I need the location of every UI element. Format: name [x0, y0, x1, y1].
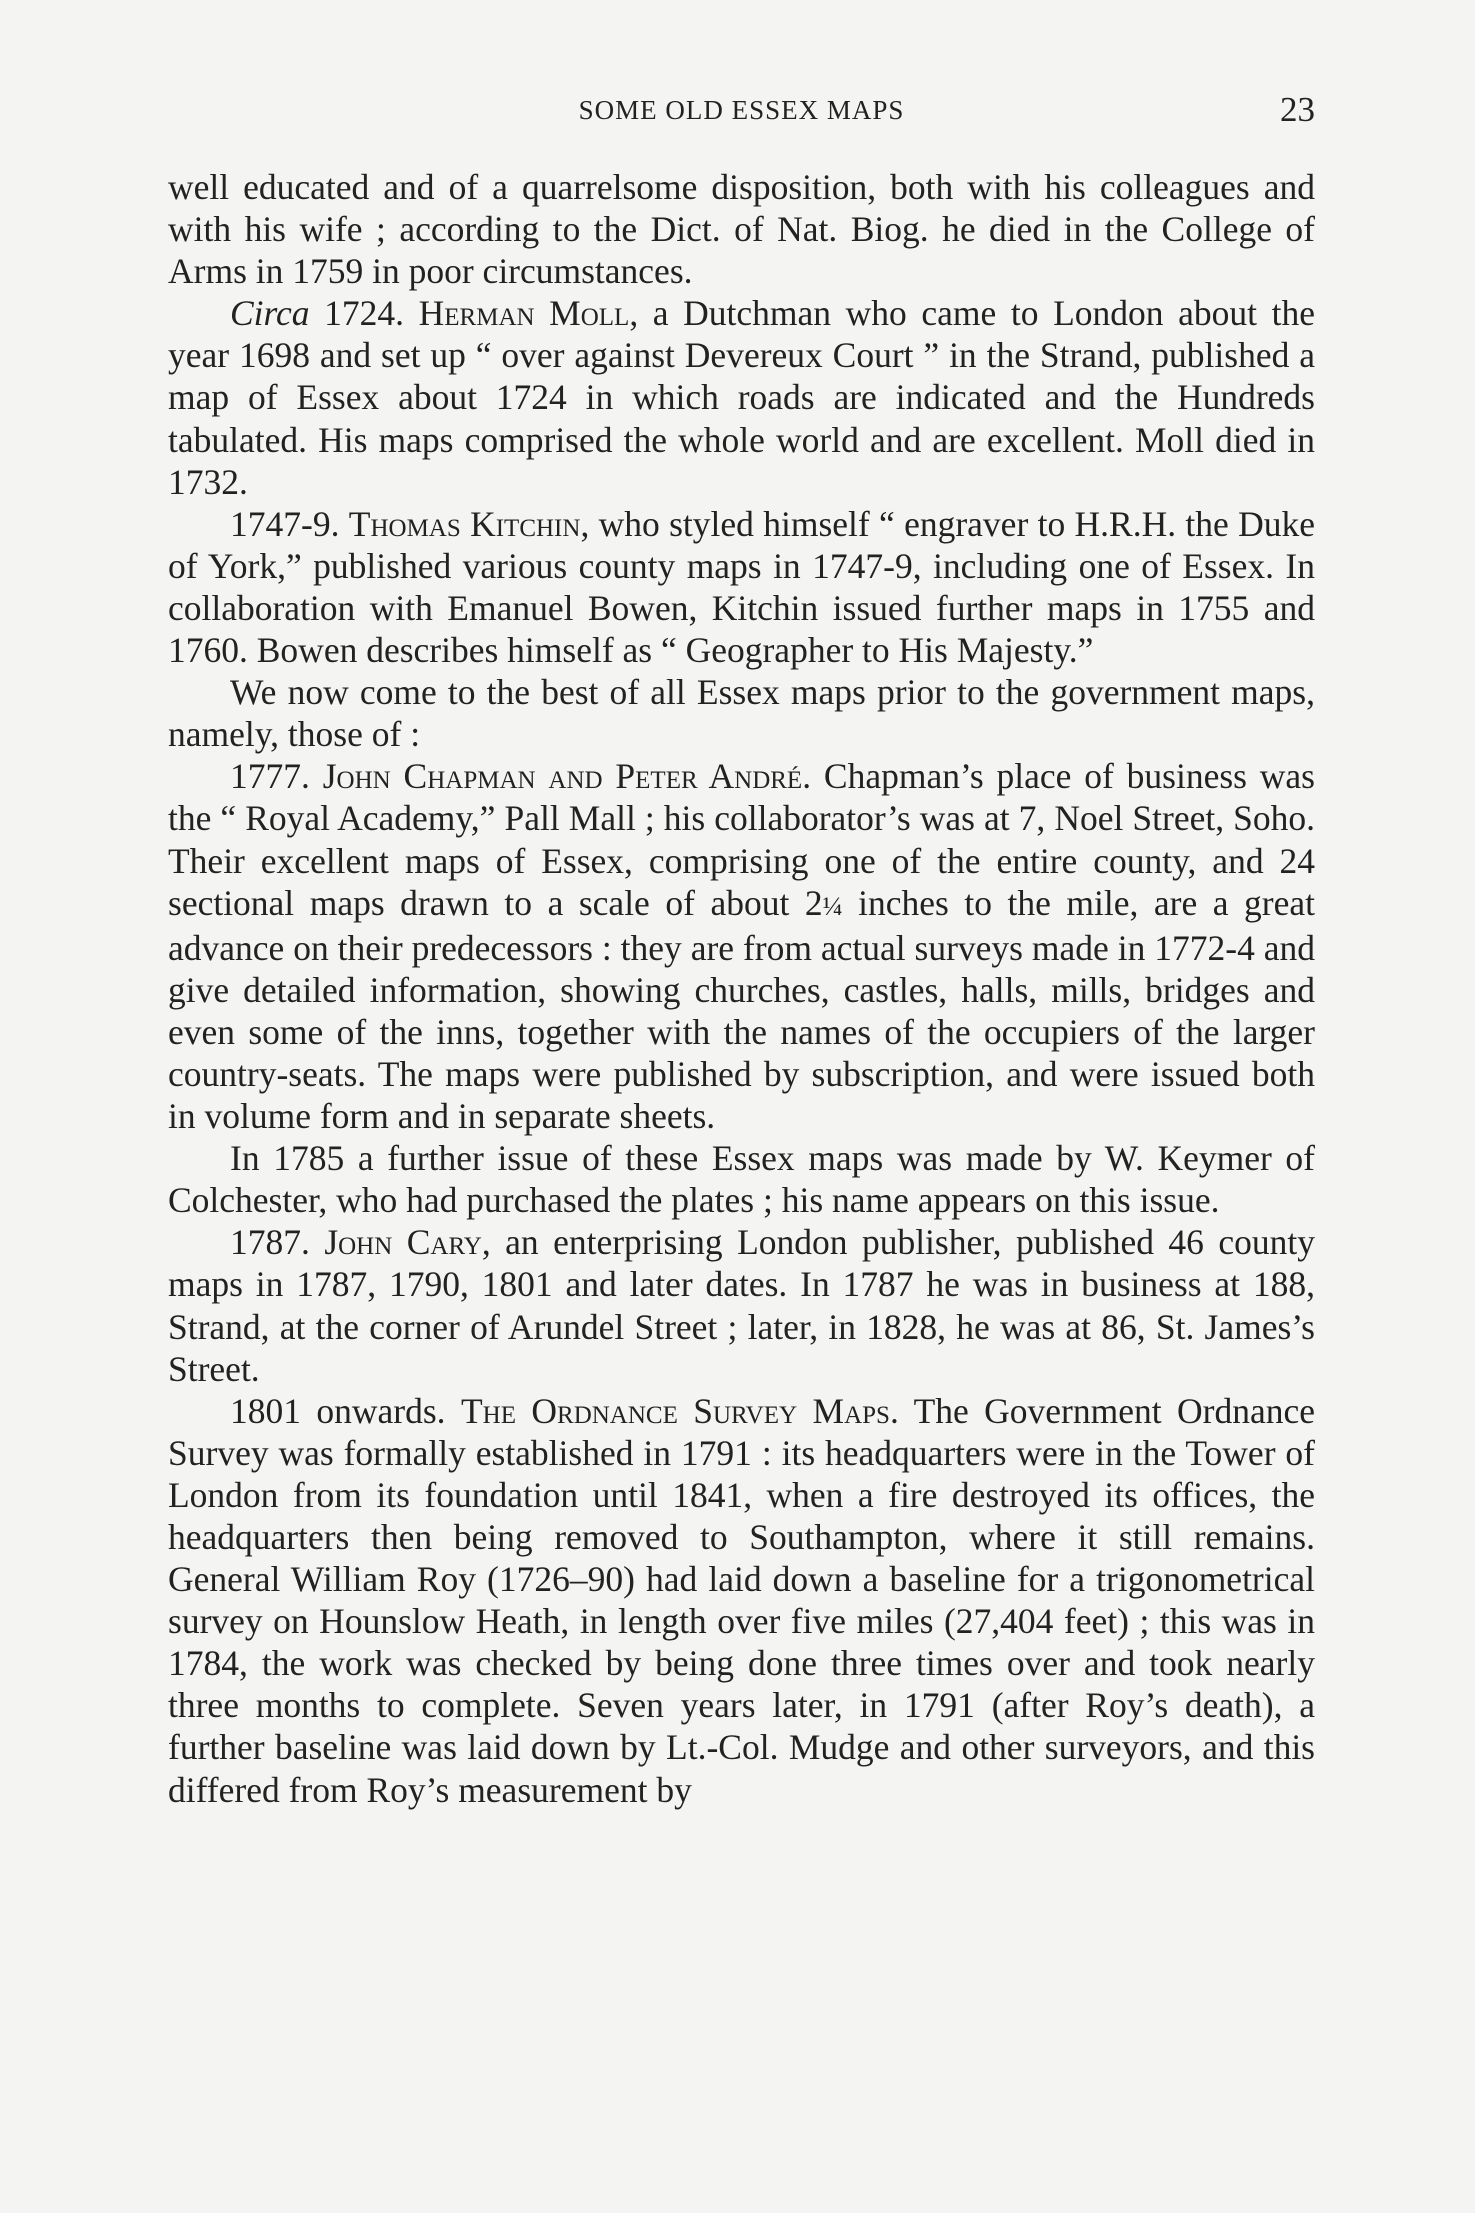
paragraph-keymer	[168, 1137, 1315, 1221]
entry-name: John Cary	[324, 1222, 482, 1263]
entry-ordnance-survey	[168, 1390, 1315, 1811]
entry-date: 1787.	[230, 1222, 310, 1263]
entry-date: 1777.	[230, 756, 310, 797]
page-number: 23	[1280, 90, 1315, 129]
entry-date: 1801 onwards.	[230, 1390, 446, 1431]
entry-date: 1747-9.	[230, 503, 340, 544]
scale-fraction: ¼	[822, 890, 843, 921]
entry-text: , who styled himself “ engraver to H.R.H. the Duke of York,” published various county maps in 1747-9, including one of Essex. In collaboration with Emanuel Bowen, Kitchin issued further maps in 1755 and 1760. Bowen describes himself as “ Geographer to His Majesty.”	[168, 503, 1316, 671]
entry-text-part-b: inches to the mile, are a great advance on their predecessors : they are from actual surveys made in 1772-4 and give detailed information, showing churches, castles, halls, mills, bridges and even some of the inns, together with the names of the occupiers of the larger country-seats. The maps were published by subscription, and were issued both in volume form and in separate sheets.	[168, 882, 1315, 1137]
paragraph-intro	[168, 671, 1315, 755]
paragraph-text: In 1785 a further issue of these Essex maps was made by W. Keymer of Colchester, who had purchased the plates ; his name appears on this issue.	[168, 1138, 1315, 1221]
entry-text: , an enterprising London publisher, published 46 county maps in 1787, 1790, 1801 and later dates. In 1787 he was in business at 188, Strand, at the corner of Arundel Street ; later, in 1828, he was at 86, St. James’s Street.	[168, 1222, 1315, 1389]
entry-kitchin	[168, 503, 1315, 671]
paragraph-text: We now come to the best of all Essex maps prior to the government maps, namely, those of :	[168, 672, 1315, 755]
entry-date-year: 1724.	[309, 293, 405, 334]
entry-moll	[168, 292, 1315, 502]
entry-chapman-andre	[168, 755, 1315, 1137]
entry-cary	[168, 1221, 1315, 1389]
entry-name: John Chapman and Peter André	[322, 756, 803, 797]
running-title: SOME OLD ESSEX MAPS	[578, 95, 905, 125]
entry-text: , a Dutchman who came to London about the year 1698 and set up “ over against Devereux Court ” in the Strand, published a map of Essex about 1724 in which roads are indicated and the Hundreds tabulated. His maps comprised the whole world and are excellent. Moll died in 1732.	[168, 293, 1315, 502]
paragraph-text: well educated and of a quarrelsome disposition, both with his colleagues and with his wife ; according to the Dict. of Nat. Biog. he died in the College of Arms in 1759 in poor circumstances.	[168, 167, 1315, 292]
entry-name: Herman Moll	[418, 293, 630, 334]
body-text	[168, 166, 1315, 1811]
entry-name: Thomas Kitchin	[348, 503, 581, 544]
running-head	[168, 88, 1315, 132]
entry-name: The Ordnance Survey Maps	[460, 1390, 890, 1431]
entry-date: Circa	[230, 293, 310, 334]
entry-text-part-a: . Chapman’s place of business was the “ Royal Academy,” Pall Mall ; his collaborator’s was at 7, Noel Street, Soho. Their excellent maps of Essex, comprising one of the entire county, and 24 sectional maps drawn to a scale of about 2	[168, 756, 1316, 923]
paragraph-continuation	[168, 166, 1315, 292]
entry-text: . The Government Ordnance Survey was formally established in 1791 : its headquarters were in the Tower of London from its foundation until 1841, when a fire destroyed its offices, the headquarters then being removed to Southampton, where it still remains. General William Roy (1726–90) had laid down a baseline for a trigonometrical survey on Hounslow Heath, in length over five miles (27,404 feet) ; this was in 1784, the work was checked by being done three times over and took nearly three months to complete. Seven years later, in 1791 (after Roy’s death), a further baseline was laid down by Lt.-Col. Mudge and other surveyors, and this differed from Roy’s measurement by	[168, 1390, 1315, 1810]
